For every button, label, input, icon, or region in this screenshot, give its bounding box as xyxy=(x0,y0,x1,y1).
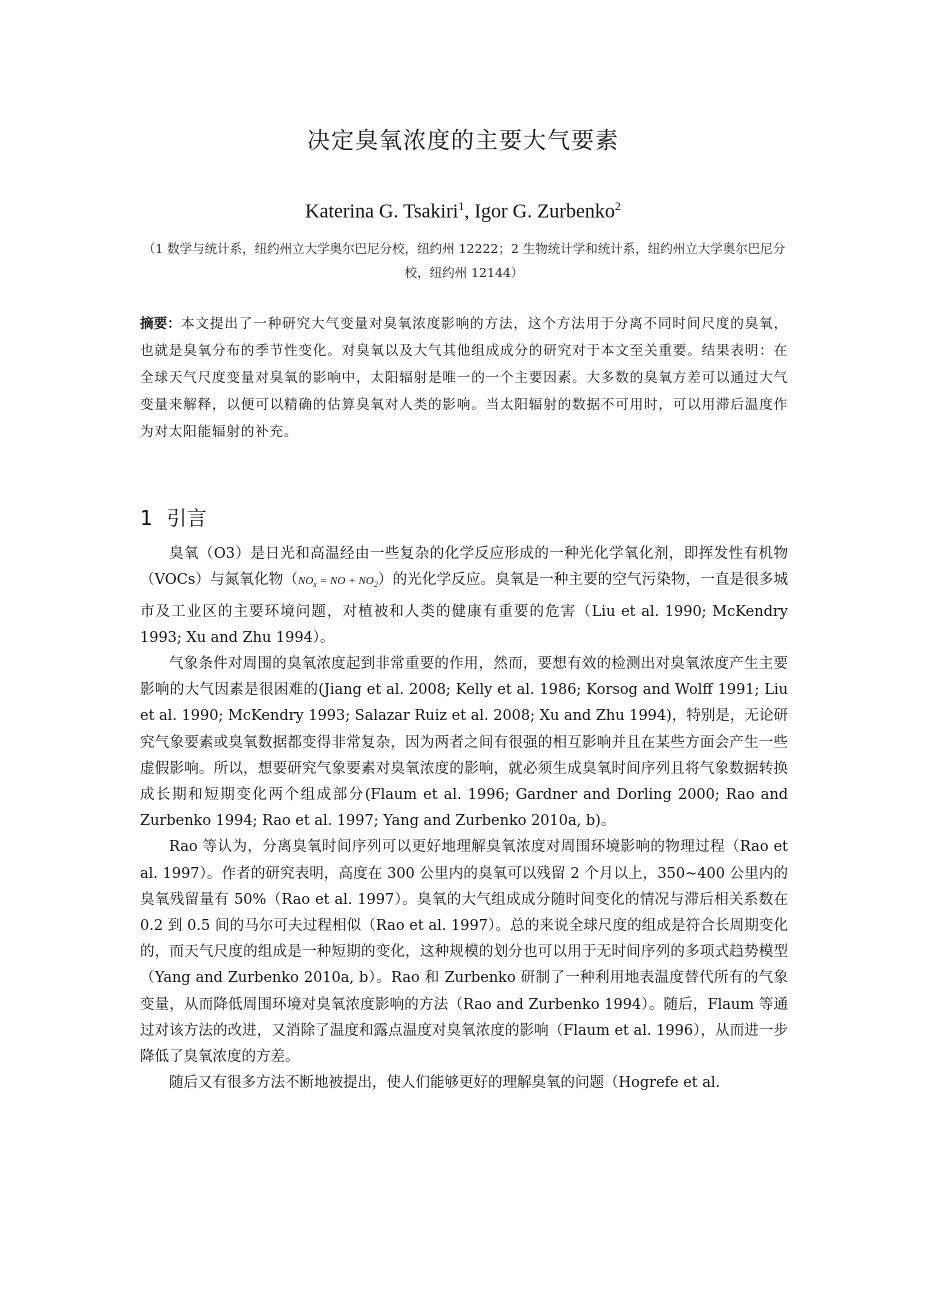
author-name: Katerina G. Tsakiri xyxy=(305,200,459,223)
section-title: 引言 xyxy=(166,506,207,530)
section-number: 1 xyxy=(140,506,153,530)
formula-sub: 2 xyxy=(373,580,378,590)
paragraph-text: ）的光化学反应。臭氧是一种主要的空气污染物，一直是很多城市及工业区的主要环境问题，对植被和人类的健康有重要的危害（Liu et al. 1990; McKendry 1993; Xu and Zhu 1994）。 xyxy=(140,572,789,646)
abstract xyxy=(140,311,788,446)
abstract-text: 本文提出了一种研究大气变量对臭氧浓度影响的方法，这个方法用于分离不同时间尺度的臭氧，也就是臭氧分布的季节性变化。对臭氧以及大气其他组成成分的研究对于本文至关重要。结果表明：在全球天气尺度变量对臭氧的影响中，太阳辐射是唯一的一个主要因素。大多数的臭氧方差可以通过大气变量来解释，以便可以精确的估算臭氧对人类的影响。当太阳辐射的数据不可用时，可以用滞后温度作为对太阳能辐射的补充。 xyxy=(140,316,788,440)
nox-formula xyxy=(297,575,378,590)
author-line xyxy=(0,199,926,224)
formula-part: = NO + NO xyxy=(316,575,374,588)
author-affil-mark: 1 xyxy=(458,199,465,213)
abstract-label: 摘要： xyxy=(140,316,181,332)
formula-part: NO xyxy=(297,575,314,588)
author-affil-mark: 2 xyxy=(614,199,621,213)
author-name: Igor G. Zurbenko xyxy=(474,200,615,223)
paragraph xyxy=(140,541,788,651)
paper-title: 决定臭氧浓度的主要大气要素 xyxy=(307,128,619,154)
paragraph-text: 臭氧（O3）是日光和高温经由一些复杂的化学反应形成的一种光化学氧化剂，即挥发性有机物（VOCs）与氮氧化物（ xyxy=(140,546,788,589)
body-text xyxy=(140,541,788,1096)
paragraph: 随后又有很多方法不断地被提出，使人们能够更好的理解臭氧的问题（Hogrefe et al. xyxy=(169,1075,721,1092)
paragraph: Rao 等认为，分离臭氧时间序列可以更好地理解臭氧浓度对周围环境影响的物理过程（Rao et al. 1997）。作者的研究表明，高度在 300 公里内的臭氧可以残留 2 个月以上，350~400 公里内的臭氧残留量有 50%（Rao et al. 1997）。臭氧的大气组成成分随时间变化的情况与滞后相关系数在 0.2 到 0.5 间的马尔可夫过程相似（Rao et al. 1997）。总的来说全球尺度的组成是符合长周期变化的，而天气尺度的组成是一种短期的变化，这种规模的划分也可以用于无时间序列的多项式趋势模型（Yang and Zurbenko 2010a, b）。Rao 和 Zurbenko 研制了一种利用地表温度替代所有的气象变量，从而降低周围环境对臭氧浓度影响的方法（Rao and Zurbenko 1994）。随后，Flaum 等通过对该方法的改进，又消除了温度和露点温度对臭氧浓度的影响（Flaum et al. 1996），从而进一步降低了臭氧浓度的方差。 xyxy=(140,839,788,1066)
affiliation: （1 数学与统计系，纽约州立大学奥尔巴尼分校，纽约州 12222；2 生物统计学和统计系，纽约州立大学奥尔巴尼分校，纽约州 12144） xyxy=(142,241,786,280)
formula-sub: x xyxy=(313,580,317,590)
section-heading xyxy=(140,502,207,531)
author-separator: , xyxy=(464,200,475,223)
paragraph: 气象条件对周围的臭氧浓度起到非常重要的作用，然而，要想有效的检测出对臭氧浓度产生主要影响的大气因素是很困难的(Jiang et al. 2008; Kelly et al. 1986; Korsog and Wolff 1991; Liu et al. 1990; McKendry 1993; Salazar Ruiz et al. 2008; Xu and Zhu 1994)，特别是，无论研究气象要素或臭氧数据都变得非常复杂，因为两者之间有很强的相互影响并且在某些方面会产生一些虚假影响。所以，想要研究气象要素对臭氧浓度的影响，就必须生成臭氧时间序列且将气象数据转换成长期和短期变化两个组成部分(Flaum et al. 1996; Gardner and Dorling 2000; Rao and Zurbenko 1994; Rao et al. 1997; Yang and Zurbenko 2010a, b)。 xyxy=(140,656,788,830)
